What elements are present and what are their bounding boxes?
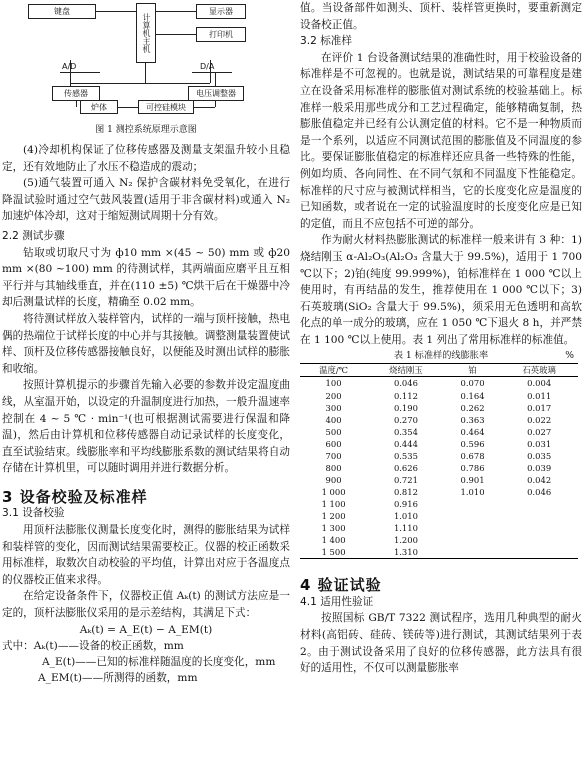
section-heading-4-1: 4.1 适用性验证: [300, 595, 374, 608]
table-cell: 1 200: [321, 510, 346, 521]
paragraph-gas: (5)通气装置可通入 N₂ 保护含碳材料免受氧化，在进行降温试验时通过空气鼓风装置(适用于非含碳材料)或通入 N₂ 加速炉体冷却，这对于缩短测试周期十分有效。: [2, 177, 290, 223]
table-cell: 1 500: [300, 546, 367, 559]
table-cell: 600: [325, 438, 342, 449]
table-body: [300, 377, 578, 559]
table-row: [300, 426, 578, 438]
table-cell: 1 100: [321, 498, 346, 509]
paragraph-calibration-2: 在给定设备条件下，仪器校正值 Aₖ(t) 的测试方法应是一定的，顶杆法膨胀仪采用的是示差结构，其满足下式：: [2, 590, 290, 620]
table-cell: 0.901: [460, 474, 485, 485]
table-cell: 200: [325, 390, 342, 401]
table-row: [300, 474, 578, 486]
standard-expansion-table: [300, 363, 578, 559]
table-header-cell: 石英玻璃: [500, 364, 578, 377]
keyboard-box: 键盘: [28, 4, 96, 19]
paragraph-standard-2: 作为耐火材料热膨胀测试的标准样一般来讲有 3 种：1)烧结刚玉 α-Al₂O₃(Al₂O₃ 含量大于 99.5%)，适用于 1 700 ℃以下；2)铂(纯度 99.999%)，铂标准样在 1 000 ℃以上使用时，有再结晶的发生，推荐使用在 1 000 ℃以下；3)石英玻璃(SiO₂ 含量大于 99.5%)，须采用无色透明和高软化点的单一成分的玻璃，应在 1 050 ℃下退火 8 h，并严禁在 1 100 ℃以上使用。表 1 列出了常用标准样的标准值。: [300, 234, 582, 346]
table-cell: 1.010: [460, 486, 485, 497]
table-cell: 100: [325, 378, 342, 389]
table-cell: 0.444: [393, 438, 418, 449]
table-cell: 0.678: [460, 450, 485, 461]
paragraph-standard-1: 在评价 1 台设备测试结果的准确性时，用于校验设备的标准样是不可忽视的。也就是说，测试结果的可靠程度是建立在设备采用标准样的膨胀值对测试系统的校验基础上。标准样一般采用那些成分和工艺过程确定，能够精确复制，热膨胀值稳定并已经有公认测定值的材料。它不是一种物质而是一个系列，以适应不同测试范围的膨胀值及不同温度的参比。要保证膨胀值稳定的标准样还应具备一些特殊的性能，例如均质、各向同性、在不同气氛和不同温度下性能稳定。标准样的尺寸应与被测试样相当，它的长度变化应是温度的已知函数，或者说在一定的试验温度时的长度变化应是已知的定值，而且不应包括不可逆的部分。: [300, 51, 582, 230]
paragraph-steps-1: 钻取或切取尺寸为 ф10 mm ×(45 ~ 50) mm 或 ф20 mm ×(80 ~100) mm 的待测试样，其两端面应磨平且互相平行并与其轴线垂直，并在(110 ±5) ℃烘干后在干燥器中冷却后测量试样的长度，精确至 0.02 mm。: [2, 246, 290, 309]
table-cell: 0.786: [460, 462, 485, 473]
table-cell: 1.110: [393, 523, 418, 534]
table-row: [300, 546, 578, 559]
figure-caption: 图 1 测控系统原理示意图: [95, 125, 197, 135]
paragraph-top: 值。当设备部件如测头、顶杆、装样管更换时，要重新测定设备校正值。: [300, 2, 582, 31]
table-cell: 0.017: [527, 402, 552, 413]
table-cell: 0.042: [527, 474, 552, 485]
table-cell: 500: [325, 426, 342, 437]
table-cell: 0.004: [527, 378, 552, 389]
table-row: [300, 522, 578, 534]
table-cell: 1 000: [321, 486, 346, 497]
table-cell: 1.200: [393, 535, 418, 546]
table-cell: 0.112: [393, 390, 418, 401]
volt-regulator-box: 电压调整器: [188, 86, 244, 101]
table-row: [300, 462, 578, 474]
table-row: [300, 402, 578, 414]
table-cell: 0.031: [527, 438, 552, 449]
table-cell: 0.046: [527, 486, 552, 497]
table-cell: 0.046: [393, 378, 418, 389]
table-cell: 400: [325, 414, 342, 425]
table-cell: 900: [325, 474, 342, 485]
table-cell: [500, 510, 578, 522]
table-unit: %: [565, 350, 574, 362]
sensor-box: 传感器: [52, 86, 100, 101]
table-cell: [445, 510, 501, 522]
section-heading-4: 4 验证试验: [300, 576, 382, 595]
table-cell: 0.535: [393, 450, 418, 461]
section-heading-2-2: 2.2 测试步骤: [2, 229, 65, 242]
table-row: [300, 438, 578, 450]
table-cell: 1 300: [321, 523, 346, 534]
table-cell: 800: [325, 462, 342, 473]
table-cell: 0.464: [460, 426, 485, 437]
da-label: D/A: [200, 62, 215, 71]
table-cell: 0.039: [527, 462, 552, 473]
table-cell: 0.626: [393, 462, 418, 473]
table-cell: 0.596: [460, 438, 485, 449]
table-cell: [445, 498, 501, 510]
table-cell: [500, 522, 578, 534]
table-cell: 0.721: [393, 474, 418, 485]
table-cell: 0.027: [527, 426, 552, 437]
table-cell: 0.035: [527, 450, 552, 461]
formula: Aₖ(t) = A_E(t) − A_EM(t): [79, 623, 213, 636]
paragraph-verification: 按照国标 GB/T 7322 测试程序，选用几种典型的耐火材料(高铝砖、硅砖、镁砖等)进行测试，其测试结果列于表 2。由于测试设备采用了良好的位移传感器，此方法具有很好的适用性，不仅可以测量膨胀率: [300, 612, 582, 675]
furnace-box: 炉体: [80, 100, 118, 114]
table-cell: [445, 534, 501, 546]
table-cell: [500, 534, 578, 546]
table-cell: [445, 522, 501, 534]
table-cell: 0.363: [460, 414, 485, 425]
table-cell: 0.916: [393, 498, 418, 509]
table-header-row: [300, 364, 578, 377]
table-cell: 0.164: [460, 390, 485, 401]
table-cell: 0.022: [527, 414, 552, 425]
table-cell: 300: [325, 402, 342, 413]
table-header-cell: 烧结刚玉: [367, 364, 445, 377]
section-heading-3-2: 3.2 标准样: [300, 35, 352, 48]
paragraph-steps-3: 按照计算机提示的步骤首先输入必要的参数并设定温度曲线，从室温开始，以设定的升温制度进行加热，一般升温速率控制在 4 ~ 5 ℃ · min⁻¹(也可根据测试需要进行保温和降温)，然后由计算机和位移传感器自动记录试样的长度变化，直至试验结束。线膨胀率和平均线膨胀系数的测试结果将自动存储在计算机里，可以随时调用并进行数据分析。: [2, 379, 290, 475]
table-cell: 0.070: [460, 378, 485, 389]
table-cell: 0.812: [393, 486, 418, 497]
paragraph-calibration-1: 用顶杆法膨胀仪测量长度变化时，测得的膨胀结果为试样和装样管的变化，因而测试结果需要校正。仪器的校正函数采用标准样，取数次自动校验的平均值，计算出对应于各温度点的仪器校正值来求得。: [2, 524, 290, 586]
table-row: [300, 414, 578, 426]
display-box: 显示器: [196, 4, 246, 19]
table-cell: 700: [325, 450, 342, 461]
table-cell: 1.310: [367, 546, 445, 559]
table-header-cell: 温度/℃: [300, 364, 367, 377]
table-cell: 0.262: [460, 402, 485, 413]
table-cell: [500, 498, 578, 510]
ad-label: A/D: [62, 62, 77, 71]
table-row: [300, 390, 578, 402]
right-column: [300, 0, 582, 677]
table-header-cell: 铂: [445, 364, 501, 377]
computer-box: 计算机主机: [136, 3, 156, 63]
table-caption: 表 1 标准样的线膨胀率 %: [393, 350, 574, 362]
system-diagram: [0, 0, 292, 135]
section-heading-3: 3 设备校验及标准样: [2, 487, 148, 506]
paragraph-cooling: (4)冷却机构保证了位移传感器及测量支架温升较小且稳定，还有效地防止了水压不稳造成的震动；: [2, 144, 290, 173]
table-cell: 0.190: [393, 402, 418, 413]
table-cell: 1.010: [393, 510, 418, 521]
formula-where-1: 式中：Aₖ(t)——设备的校正函数，mm: [2, 639, 184, 652]
left-text-flow: [2, 142, 290, 686]
table-cell: 0.270: [393, 414, 418, 425]
formula-where-2: A_E(t)——已知的标准样随温度的长度变化，mm: [42, 655, 276, 668]
section-heading-3-1: 3.1 设备校验: [2, 507, 65, 520]
table-cell: 0.011: [527, 390, 552, 401]
formula-where-3: A_EM(t)——所测得的函数，mm: [38, 671, 198, 684]
printer-box: 打印机: [196, 27, 246, 42]
table-row: [300, 534, 578, 546]
table-row: [300, 498, 578, 510]
table-cell: [500, 546, 578, 559]
table-cell: 1 400: [321, 535, 346, 546]
table-row: [300, 510, 578, 522]
table-row: [300, 377, 578, 390]
table-row: [300, 450, 578, 462]
table-cell: [445, 546, 501, 559]
scr-module-box: 可控硅模块: [138, 100, 194, 114]
table-row: [300, 486, 578, 498]
table-cell: 0.354: [393, 426, 418, 437]
paragraph-steps-2: 将待测试样放入装样管内，试样的一端与顶杆接触，热电偶的热端位于试样长度的中心并与其接触。调整测量装置使试样、顶杆及位移传感器接触良好，以便能及时测出试样的膨胀和收缩。: [2, 312, 290, 375]
